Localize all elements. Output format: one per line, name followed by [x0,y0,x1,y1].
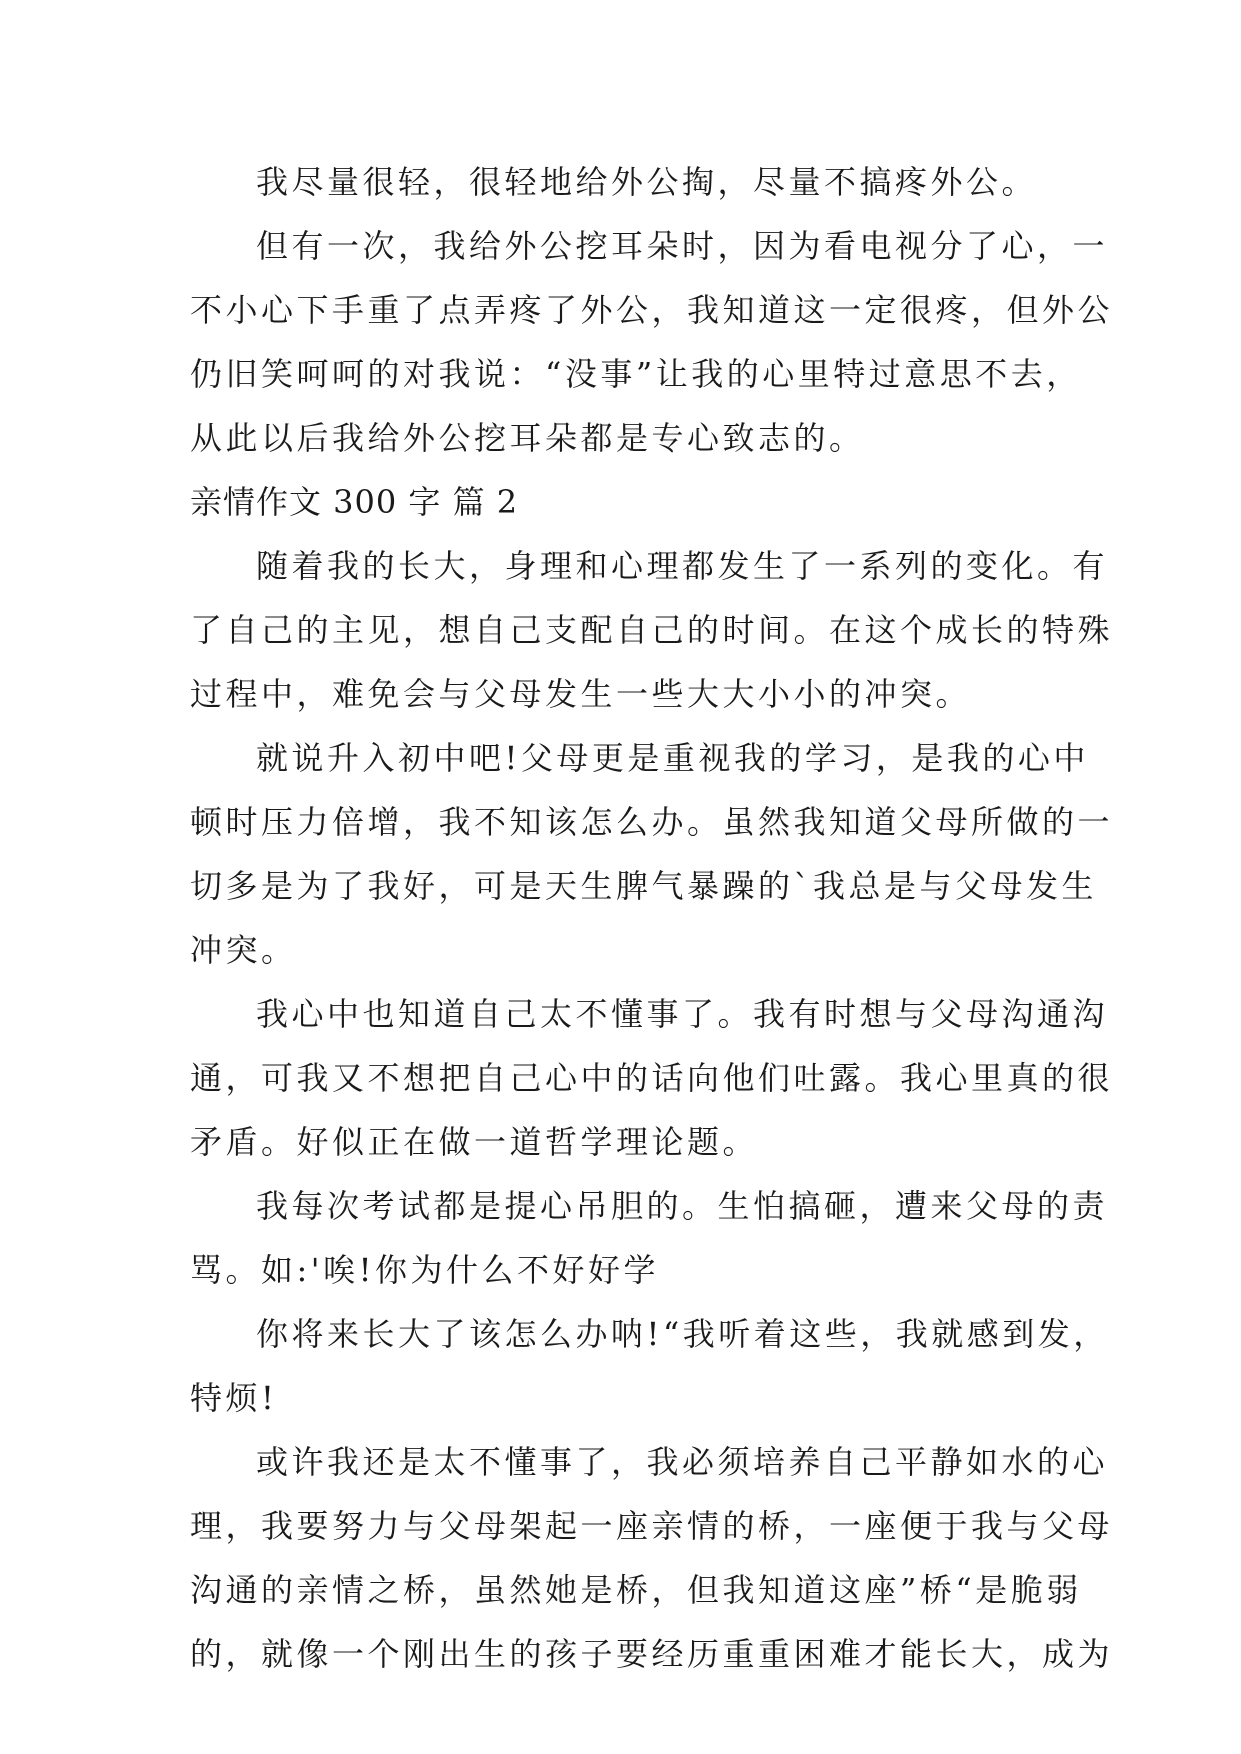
paragraph-line: 随着我的长大，身理和心理都发生了一系列的变化。有 [256,547,1109,585]
document-body [190,150,1114,1686]
paragraph-line: 从此以后我给外公挖耳朵都是专心致志的。 [190,419,865,457]
paragraph-line: 仍旧笑呵呵的对我说：“没事”让我的心里特过意思不去， [190,355,1082,393]
paragraph-line: 不小心下手重了点弄疼了外公，我知道这一定很疼，但外公 [190,291,1114,329]
paragraph-line: 我尽量很轻，很轻地给外公掏，尽量不搞疼外公。 [256,163,1038,201]
paragraph-line: 切多是为了我好，可是天生脾气暴躁的`我总是与父母发生 [190,867,1098,905]
paragraph-line: 过程中，难免会与父母发生一些大大小小的冲突。 [190,675,972,713]
paragraph-line: 你将来长大了该怎么办呐!“我听着这些，我就感到发， [256,1315,1109,1353]
paragraph-line: 了自己的主见，想自己支配自己的时间。在这个成长的特殊 [190,611,1114,649]
paragraph-line: 我每次考试都是提心吊胆的。生怕搞砸，遭来父母的责 [256,1187,1109,1225]
paragraph-line: 冲突。 [190,931,297,969]
document-page [190,150,1114,1686]
paragraph-line: 的，就像一个刚出生的孩子要经历重重困难才能长大，成为 [190,1635,1114,1673]
paragraph-line: 骂。如:'唉!你为什么不好好学 [190,1251,659,1289]
paragraph-line: 但有一次，我给外公挖耳朵时，因为看电视分了心，一 [256,227,1109,265]
paragraph-line: 顿时压力倍增，我不知该怎么办。虽然我知道父母所做的一 [190,803,1114,841]
paragraph-line: 我心中也知道自己太不懂事了。我有时想与父母沟通沟 [256,995,1109,1033]
section-heading: 亲情作文 300 字 篇 2 [190,483,519,521]
paragraph-line: 或许我还是太不懂事了，我必须培养自己平静如水的心 [256,1443,1109,1481]
paragraph-line: 矛盾。好似正在做一道哲学理论题。 [190,1123,759,1161]
paragraph-line: 沟通的亲情之桥，虽然她是桥，但我知道这座”桥“是脆弱 [190,1571,1082,1609]
paragraph-line: 就说升入初中吧!父母更是重视我的学习，是我的心中 [256,739,1089,777]
paragraph-line: 特烦! [190,1379,278,1417]
paragraph-line: 通，可我又不想把自己心中的话向他们吐露。我心里真的很 [190,1059,1114,1097]
paragraph-line: 理，我要努力与父母架起一座亲情的桥，一座便于我与父母 [190,1507,1114,1545]
